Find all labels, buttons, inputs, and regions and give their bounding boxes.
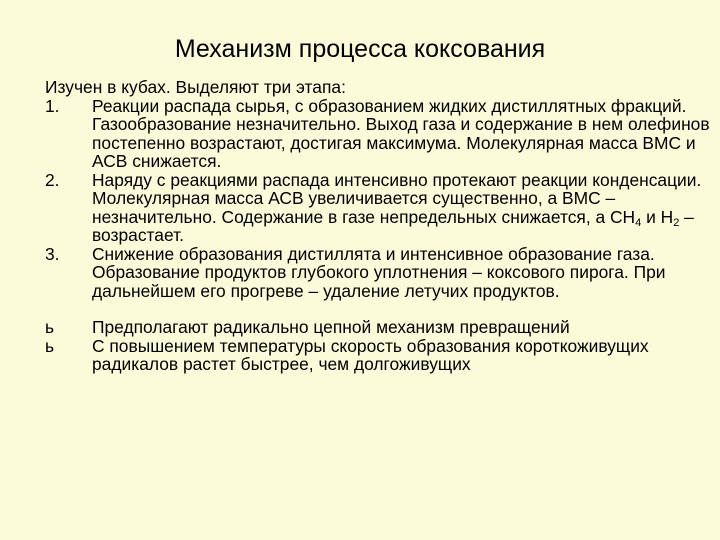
subscript: 4	[635, 216, 642, 229]
item-text-part: Наряду с реакциями распада интенсивно протекают реакции конденсации. Молекулярная масса АСВ увеличивается существенно, а ВМС – незначительно. Содержание в газе непредельных снижается, а СН	[92, 169, 702, 227]
bullet-text: Предполагают радикально цепной механизм превращений	[92, 317, 570, 337]
bullet-marker: ь	[45, 317, 55, 337]
slide-body	[45, 78, 715, 374]
numbered-item-2	[45, 171, 715, 245]
bullet-marker: ь	[45, 335, 55, 356]
bullet-item-2	[45, 337, 715, 374]
item-text: Реакции распада сырья, с образованием жидких дистиллятных фракций. Газообразование незначительно. Выход газа и содержание в нем олефинов постепенно возрастают, достигая максимума. Молекулярная масса ВМС и АСВ снижается.	[92, 95, 710, 171]
bullet-item-1	[45, 318, 715, 337]
numbered-item-1	[45, 97, 715, 171]
numbered-item-3	[45, 245, 715, 301]
item-text-part: и Н	[641, 206, 674, 227]
item-text-part: – возрастает.	[92, 206, 694, 245]
subscript: 2	[673, 216, 680, 229]
bullet-text: С повышением температуры скорость образования короткоживущих радикалов растет быстрее, чем долгоживущих	[92, 335, 649, 374]
item-text: Снижение образования дистиллята и интенсивное образование газа. Образование продуктов глубокого уплотнения – коксового пирога. При дальнейшем его прогреве – удаление летучих продуктов.	[92, 243, 666, 301]
bullet-list	[45, 318, 715, 374]
item-text	[92, 170, 701, 246]
item-number: 1.	[45, 95, 60, 116]
item-number: 2.	[45, 169, 60, 190]
intro-text: Изучен в кубах. Выделяют три этапа:	[45, 77, 346, 97]
item-number: 3.	[45, 243, 60, 264]
slide-title: Механизм процесса коксования	[174, 35, 546, 63]
